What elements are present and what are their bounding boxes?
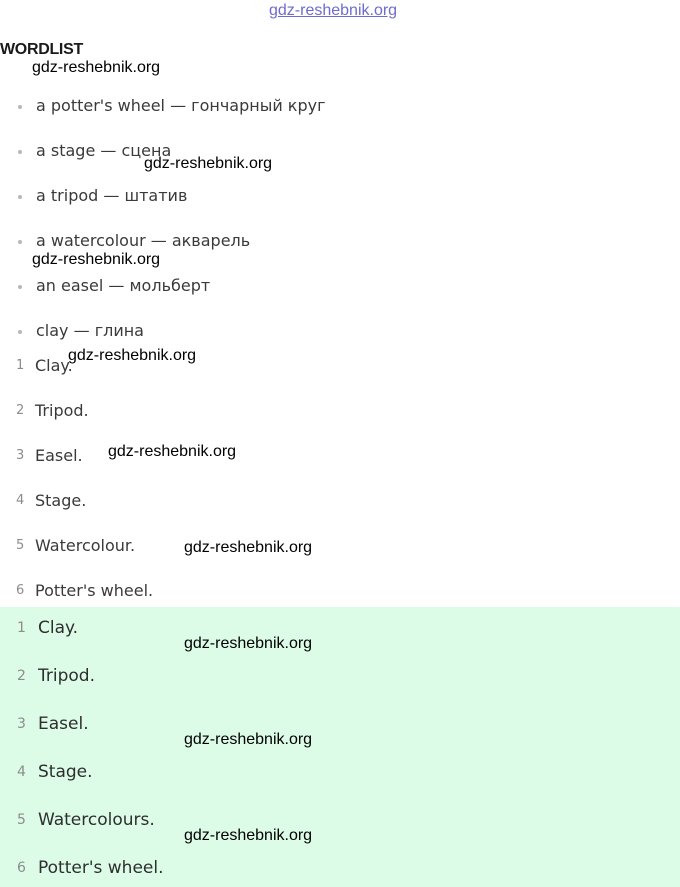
watermark: gdz-reshebnik.org (184, 731, 313, 748)
bullet-icon (18, 195, 22, 199)
answer-text: Easel. (38, 714, 89, 734)
bullet-icon (18, 285, 22, 289)
watermark: gdz-reshebnik.org (144, 155, 273, 172)
item-number: 1 (16, 358, 25, 373)
answer-text: Tripod. (38, 666, 95, 686)
item-text: Tripod. (35, 401, 89, 420)
wordlist-entry: a potter's wheel — гончарный круг (36, 96, 326, 115)
answer-number: 1 (17, 620, 26, 636)
watermark: gdz-reshebnik.org (184, 635, 313, 652)
wordlist-entry: clay — глина (36, 321, 144, 340)
watermark: gdz-reshebnik.org (108, 443, 237, 460)
wordlist-heading: WORDLIST (0, 41, 83, 58)
bullet-icon (18, 330, 22, 334)
item-text: Watercolour. (35, 536, 136, 555)
bullet-icon (18, 150, 22, 154)
item-number: 5 (16, 538, 25, 553)
item-text: Clay. (35, 356, 73, 375)
answer-text: Stage. (38, 762, 93, 782)
watermark: gdz-reshebnik.org (32, 59, 161, 76)
item-text: Potter's wheel. (35, 581, 154, 600)
watermark: gdz-reshebnik.org (68, 347, 197, 364)
wordlist-entry: a tripod — штатив (36, 186, 188, 205)
item-text: Stage. (35, 491, 87, 510)
answer-number: 5 (17, 812, 26, 828)
answer-number: 4 (17, 764, 26, 780)
answer-number: 3 (17, 716, 26, 732)
answer-number: 2 (17, 668, 26, 684)
item-text: Easel. (35, 446, 83, 465)
answer-text: Watercolours. (38, 810, 155, 830)
watermark: gdz-reshebnik.org (184, 539, 313, 556)
wordlist-entry: a watercolour — акварель (36, 231, 251, 250)
wordlist-entry: an easel — мольберт (36, 276, 211, 295)
bullet-icon (18, 240, 22, 244)
bullet-icon (18, 105, 22, 109)
answer-text: Potter's wheel. (38, 858, 164, 878)
item-number: 4 (16, 493, 25, 508)
answer-text: Clay. (38, 618, 79, 638)
watermark: gdz-reshebnik.org (184, 827, 313, 844)
item-number: 6 (16, 583, 25, 598)
watermark: gdz-reshebnik.org (32, 251, 161, 268)
answers-panel (0, 607, 680, 887)
answer-number: 6 (17, 860, 26, 876)
site-link[interactable]: gdz-reshebnik.org (269, 2, 398, 19)
item-number: 2 (16, 403, 25, 418)
item-number: 3 (16, 448, 25, 463)
wordlist-entry: a stage — сцена (36, 141, 172, 160)
